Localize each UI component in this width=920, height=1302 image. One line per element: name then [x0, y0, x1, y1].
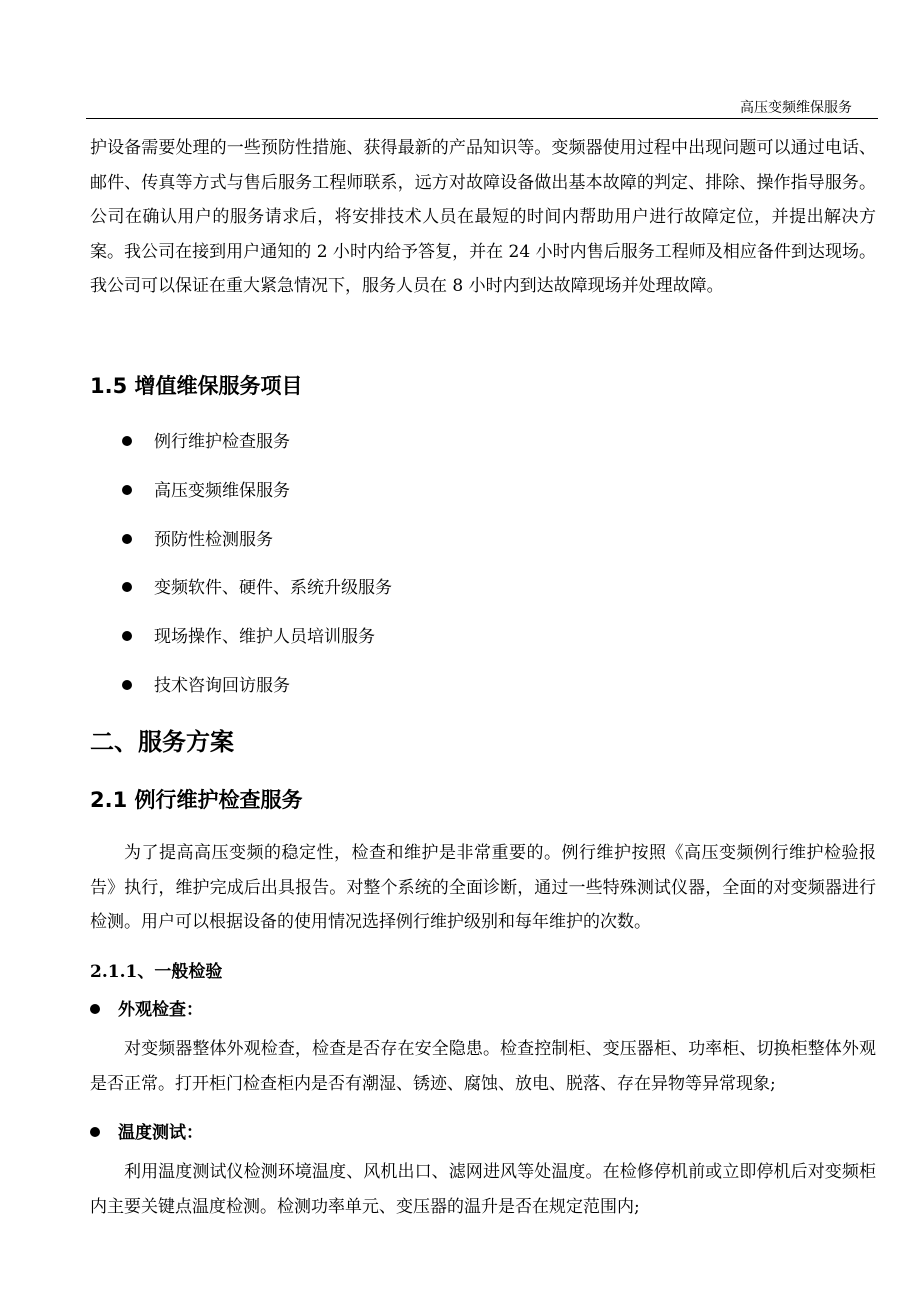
chapter-2-heading: 二、服务方案	[90, 728, 234, 756]
section-1-5-heading: 1.5 增值维保服务项目	[90, 374, 303, 398]
temperature-test-text: 利用温度测试仪检测环境温度、风机出口、滤网进风等处温度。在检修停机前或立即停机后对变频柜内主要关键点温度检测。检测功率单元、变压器的温升是否在规定范围内;	[90, 1162, 876, 1217]
temperature-test-label: 温度测试：	[90, 1118, 203, 1143]
list-item: 预防性检测服务	[122, 525, 273, 550]
header-rule	[86, 118, 878, 119]
bullet-icon	[122, 631, 132, 641]
appearance-check-text: 对变频器整体外观检查，检查是否存在安全隐患。检查控制柜、变压器柜、功率柜、切换柜整体外观是否正常。打开柜门检查柜内是否有潮湿、锈迹、腐蚀、放电、脱落、存在异物等异常现象;	[90, 1039, 876, 1094]
list-item: 高压变频维保服务	[122, 476, 290, 501]
list-item: 变频软件、硬件、系统升级服务	[122, 573, 392, 598]
section-2-1-heading: 2.1 例行维护检查服务	[90, 788, 303, 812]
bullet-icon	[90, 1004, 100, 1014]
bullet-icon	[122, 680, 132, 690]
bullet-icon	[90, 1127, 100, 1137]
bullet-icon	[122, 436, 132, 446]
appearance-check-label: 外观检查：	[90, 995, 203, 1020]
bullet-icon	[122, 485, 132, 495]
list-item: 技术咨询回访服务	[122, 671, 290, 696]
section-2-1-1-heading: 2.1.1、一般检验	[90, 962, 223, 982]
list-item: 现场操作、维护人员培训服务	[122, 622, 375, 647]
bullet-icon	[122, 582, 132, 592]
section-2-1-paragraph: 为了提高高压变频的稳定性，检查和维护是非常重要的。例行维护按照《高压变频例行维护检验报告》执行，维护完成后出具报告。对整个系统的全面诊断，通过一些特殊测试仪器，全面的对变频器进行检测。用户可以根据设备的使用情况选择例行维护级别和每年维护的次数。	[90, 843, 876, 932]
running-header: 高压变频维保服务	[740, 100, 852, 116]
intro-paragraph: 护设备需要处理的一些预防性措施、获得最新的产品知识等。变频器使用过程中出现问题可以通过电话、邮件、传真等方式与售后服务工程师联系，远方对故障设备做出基本故障的判定、排除、操作指导服务。公司在确认用户的服务请求后，将安排技术人员在最短的时间内帮助用户进行故障定位，并提出解决方案。我公司在接到用户通知的 2 小时内给予答复，并在 24 小时内售后服务工程师及相应备件到达现场。我公司可以保证在重大紧急情况下，服务人员在 8 小时内到达故障现场并处理故障。	[90, 138, 876, 296]
list-item: 例行维护检查服务	[122, 427, 290, 452]
bullet-icon	[122, 534, 132, 544]
